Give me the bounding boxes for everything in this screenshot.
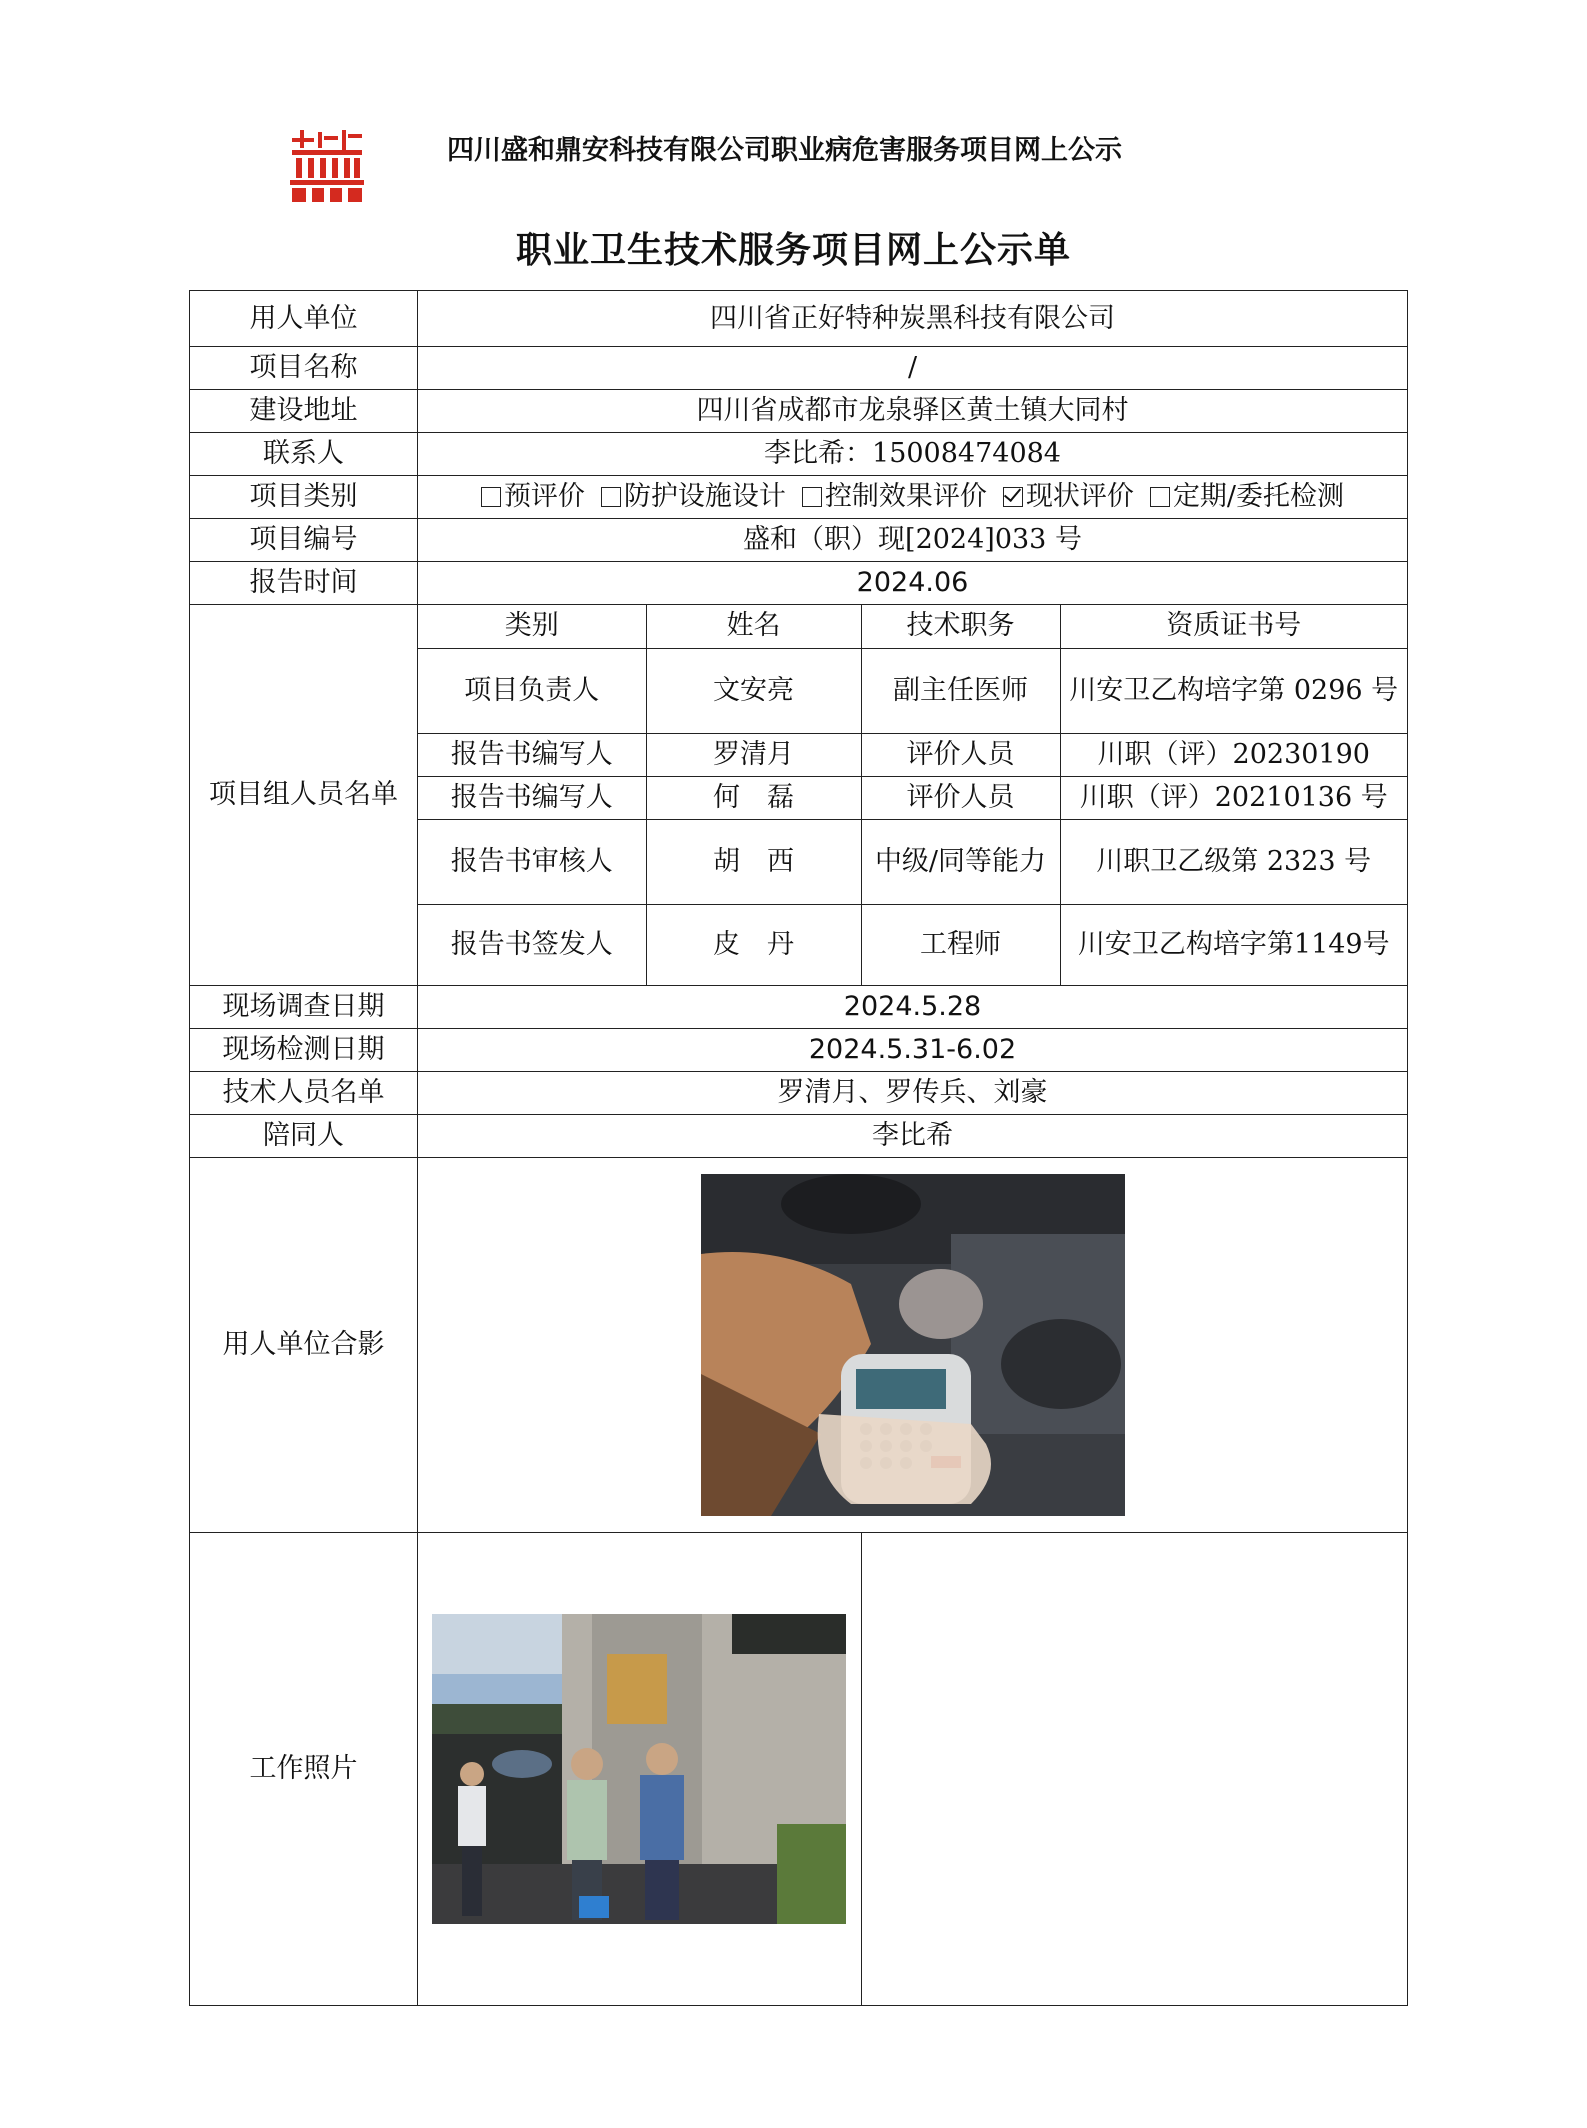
value-employer: 四川省正好特种炭黑科技有限公司 bbox=[418, 291, 1408, 347]
team-cert: 川职（评）20210136 号 bbox=[1060, 776, 1407, 819]
label-employer: 用人单位 bbox=[190, 291, 418, 347]
category-options bbox=[418, 476, 1408, 519]
work-photo bbox=[432, 1614, 846, 1924]
value-contact: 李比希：15008474084 bbox=[418, 433, 1408, 476]
company-logo bbox=[288, 128, 366, 206]
group-photo-cell bbox=[418, 1158, 1408, 1533]
team-name: 罗清月 bbox=[646, 733, 861, 776]
row-technicians bbox=[190, 1072, 1408, 1115]
row-employer bbox=[190, 291, 1408, 347]
team-role: 报告书编写人 bbox=[418, 776, 646, 819]
team-table bbox=[418, 605, 1407, 985]
value-detection-date: 2024.5.31-6.02 bbox=[418, 1029, 1408, 1072]
row-address bbox=[190, 390, 1408, 433]
team-row bbox=[418, 819, 1407, 904]
team-cert: 川安卫乙构培字第1149号 bbox=[1060, 904, 1407, 985]
label-group-photo: 用人单位合影 bbox=[190, 1158, 418, 1533]
team-cert: 川安卫乙构培字第 0296 号 bbox=[1060, 648, 1407, 733]
team-cert: 川职（评）20230190 bbox=[1060, 733, 1407, 776]
label-team: 项目组人员名单 bbox=[190, 605, 418, 986]
label-work-photo: 工作照片 bbox=[190, 1533, 418, 2006]
checkbox-status-evaluation bbox=[1003, 487, 1023, 507]
row-group-photo bbox=[190, 1158, 1408, 1533]
label-category: 项目类别 bbox=[190, 476, 418, 519]
option-label: 防护设施设计 bbox=[623, 481, 786, 513]
label-address: 建设地址 bbox=[190, 390, 418, 433]
team-name: 皮 丹 bbox=[646, 904, 861, 985]
sound-level-meter-photo bbox=[701, 1174, 1125, 1516]
team-title: 中级/同等能力 bbox=[861, 819, 1060, 904]
row-category bbox=[190, 476, 1408, 519]
checkbox-periodic-detection bbox=[1150, 487, 1170, 507]
label-contact: 联系人 bbox=[190, 433, 418, 476]
value-project-no: 盛和（职）现[2024]033 号 bbox=[418, 519, 1408, 562]
team-row bbox=[418, 733, 1407, 776]
team-name: 文安亮 bbox=[646, 648, 861, 733]
notice-table bbox=[189, 290, 1408, 2006]
row-survey-date bbox=[190, 986, 1408, 1029]
label-project-no: 项目编号 bbox=[190, 519, 418, 562]
team-role: 报告书审核人 bbox=[418, 819, 646, 904]
label-detection-date: 现场检测日期 bbox=[190, 1029, 418, 1072]
value-address: 四川省成都市龙泉驿区黄土镇大同村 bbox=[418, 390, 1408, 433]
value-report-time: 2024.06 bbox=[418, 562, 1408, 605]
value-technicians: 罗清月、罗传兵、刘豪 bbox=[418, 1072, 1408, 1115]
company-header-title: 四川盛和鼎安科技有限公司职业病危害服务项目网上公示 bbox=[447, 135, 1122, 166]
category-option-periodic-detection bbox=[1150, 480, 1344, 514]
team-header-row bbox=[418, 605, 1407, 648]
value-project-name: / bbox=[418, 347, 1408, 390]
option-label: 预评价 bbox=[503, 481, 585, 513]
label-survey-date: 现场调查日期 bbox=[190, 986, 418, 1029]
team-name: 何 磊 bbox=[646, 776, 861, 819]
label-technicians: 技术人员名单 bbox=[190, 1072, 418, 1115]
value-survey-date: 2024.5.28 bbox=[418, 986, 1408, 1029]
team-name: 胡 西 bbox=[646, 819, 861, 904]
work-photo-slot-2 bbox=[861, 1533, 1407, 2005]
team-title: 评价人员 bbox=[861, 776, 1060, 819]
row-report-time bbox=[190, 562, 1408, 605]
row-project-no bbox=[190, 519, 1408, 562]
team-title: 评价人员 bbox=[861, 733, 1060, 776]
category-option-pre-evaluation bbox=[481, 480, 585, 514]
row-work-photo bbox=[190, 1533, 1408, 2006]
work-photo-cell bbox=[418, 1533, 1408, 2006]
team-role: 报告书签发人 bbox=[418, 904, 646, 985]
checkbox-pre-evaluation bbox=[481, 487, 501, 507]
row-contact bbox=[190, 433, 1408, 476]
checkbox-protection-design bbox=[601, 487, 621, 507]
team-role: 项目负责人 bbox=[418, 648, 646, 733]
team-header-role: 类别 bbox=[418, 605, 646, 648]
team-row bbox=[418, 648, 1407, 733]
category-option-status-evaluation bbox=[1003, 480, 1134, 514]
work-photo-grid bbox=[418, 1533, 1407, 2005]
team-row bbox=[418, 776, 1407, 819]
value-escort: 李比希 bbox=[418, 1115, 1408, 1158]
category-option-protection-design bbox=[601, 480, 786, 514]
label-escort: 陪同人 bbox=[190, 1115, 418, 1158]
team-cert: 川职卫乙级第 2323 号 bbox=[1060, 819, 1407, 904]
team-table-cell bbox=[418, 605, 1408, 986]
team-header-title: 技术职务 bbox=[861, 605, 1060, 648]
option-label: 控制效果评价 bbox=[824, 481, 987, 513]
team-title: 工程师 bbox=[861, 904, 1060, 985]
option-label: 现状评价 bbox=[1025, 481, 1134, 513]
document-title: 职业卫生技术服务项目网上公示单 bbox=[515, 229, 1071, 271]
option-label: 定期/委托检测 bbox=[1172, 481, 1345, 513]
row-detection-date bbox=[190, 1029, 1408, 1072]
work-photo-slot-1 bbox=[418, 1533, 861, 2005]
row-project-name bbox=[190, 347, 1408, 390]
label-project-name: 项目名称 bbox=[190, 347, 418, 390]
team-title: 副主任医师 bbox=[861, 648, 1060, 733]
team-header-cert: 资质证书号 bbox=[1060, 605, 1407, 648]
label-report-time: 报告时间 bbox=[190, 562, 418, 605]
category-option-control-effect bbox=[802, 480, 987, 514]
checkbox-control-effect bbox=[802, 487, 822, 507]
team-role: 报告书编写人 bbox=[418, 733, 646, 776]
row-escort bbox=[190, 1115, 1408, 1158]
team-header-name: 姓名 bbox=[646, 605, 861, 648]
row-team bbox=[190, 605, 1408, 986]
team-row bbox=[418, 904, 1407, 985]
